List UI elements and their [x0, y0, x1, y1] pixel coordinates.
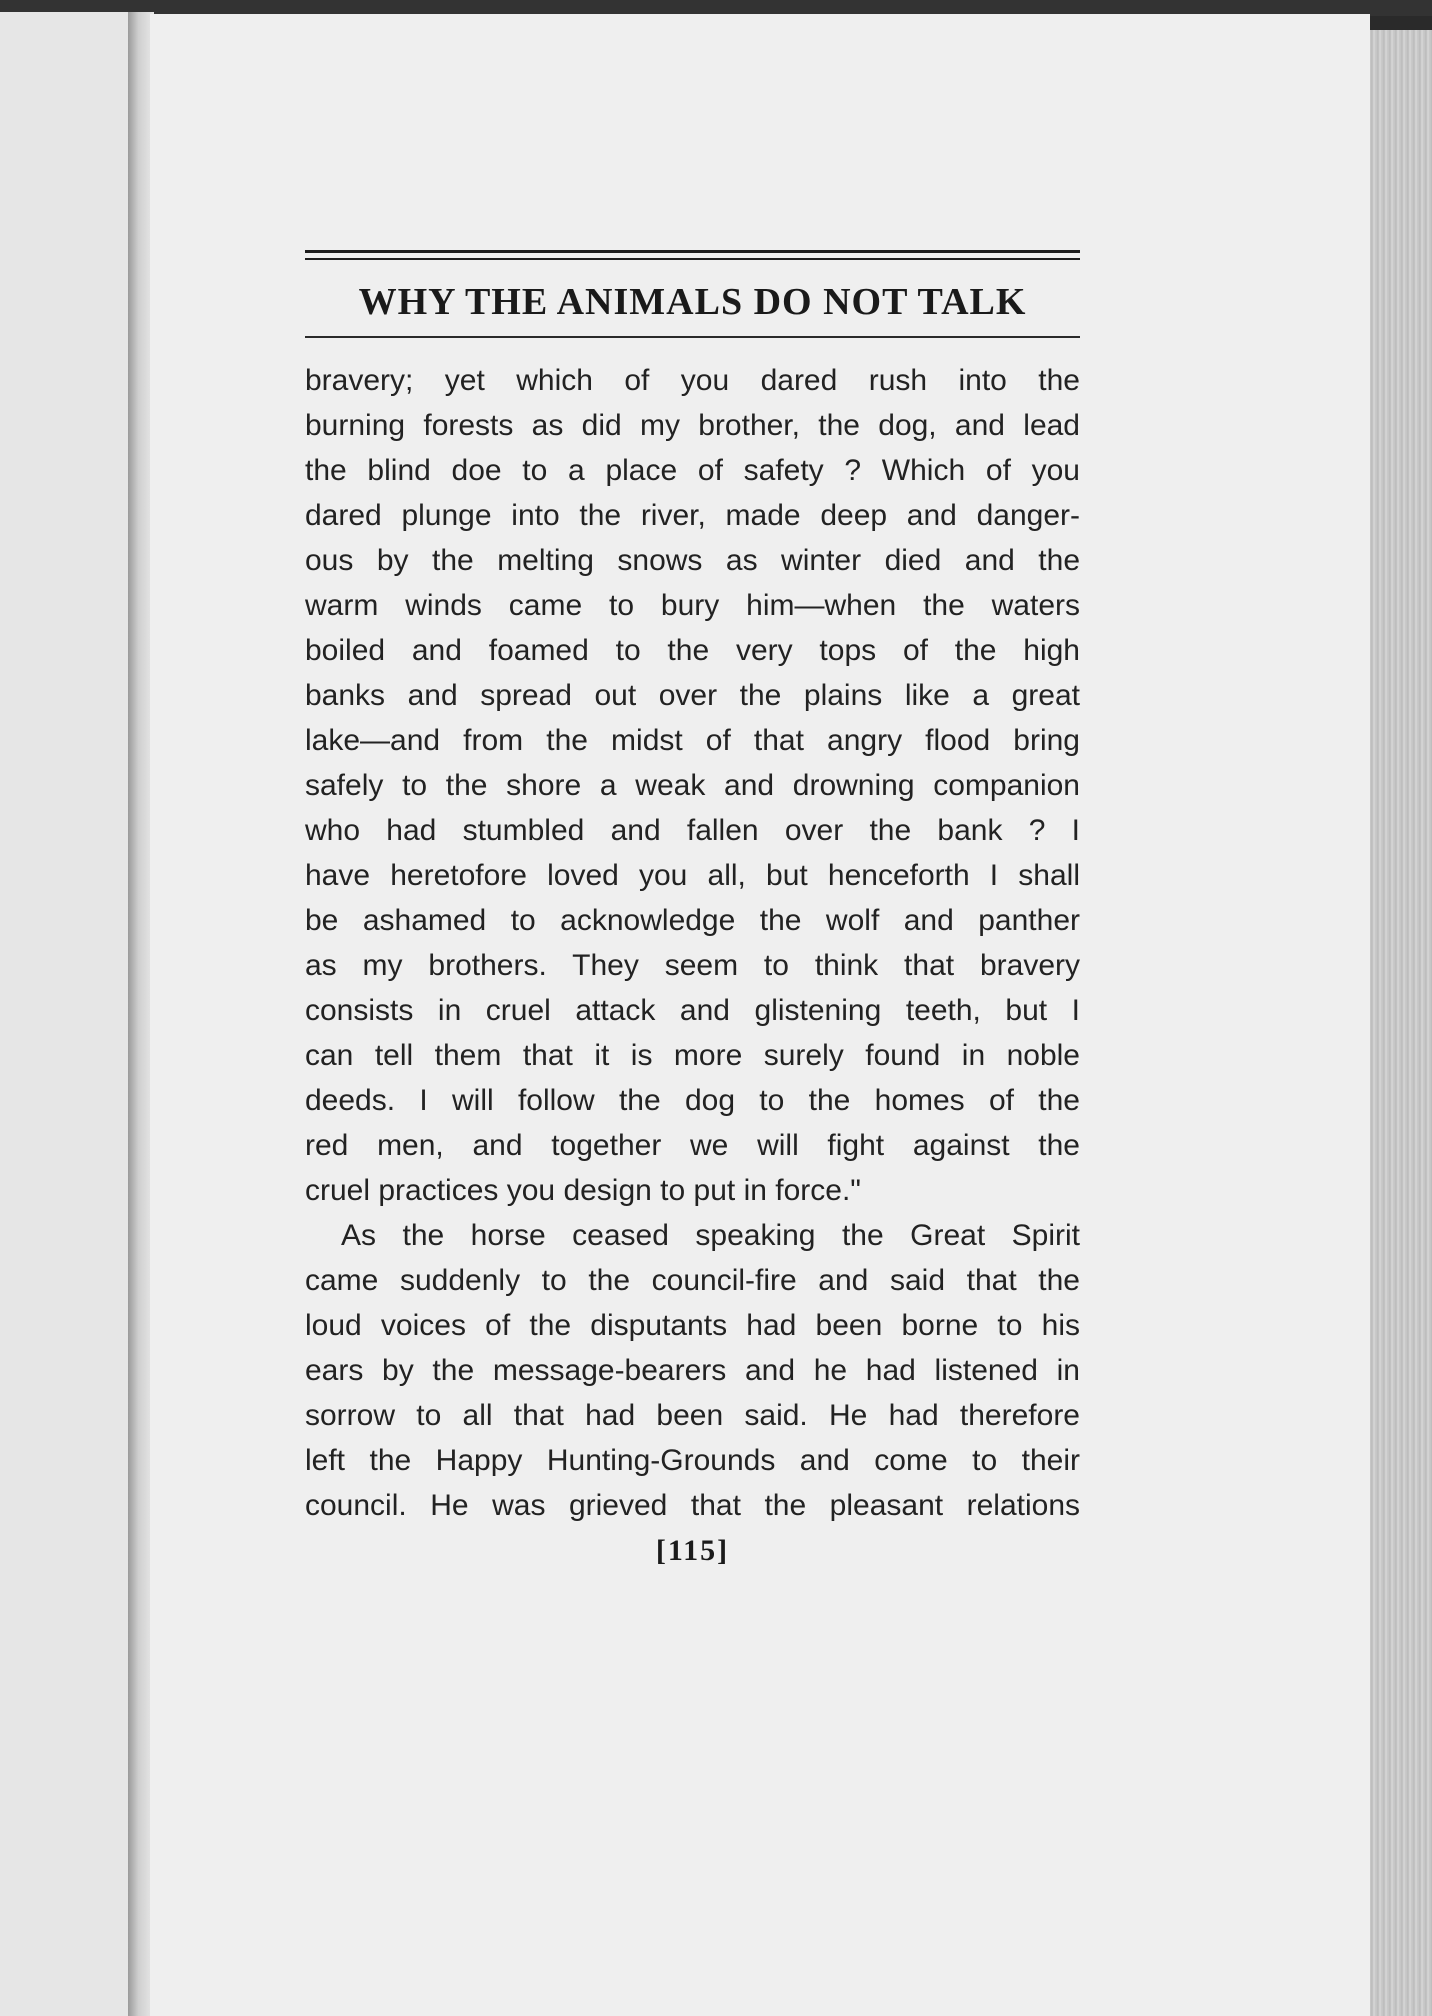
page-content — [305, 250, 1080, 1568]
text-line: loud voices of the disputants had been borne to his — [305, 1309, 1080, 1342]
text-line: the blind doe to a place of safety ? Which of you — [305, 454, 1080, 487]
text-line: who had stumbled and fallen over the bank ? I — [305, 814, 1080, 847]
text-line: ears by the message-bearers and he had listened in — [305, 1354, 1080, 1387]
body-text — [305, 358, 1080, 1528]
header-rule-bottom — [305, 336, 1080, 338]
text-line: have heretofore loved you all, but henceforth I shall — [305, 859, 1080, 892]
text-line: burning forests as did my brother, the dog, and lead — [305, 409, 1080, 442]
text-line: cruel practices you design to put in force." — [305, 1174, 861, 1207]
text-line: red men, and together we will fight against the — [305, 1129, 1080, 1162]
text-line: As the horse ceased speaking the Great Spirit — [341, 1219, 1080, 1252]
text-line: came suddenly to the council-fire and said that the — [305, 1264, 1080, 1297]
paragraph-2 — [305, 1213, 1080, 1528]
text-line: dared plunge into the river, made deep and danger- — [305, 499, 1080, 532]
facing-page-edge — [0, 12, 130, 2016]
text-line: ous by the melting snows as winter died and the — [305, 544, 1080, 577]
text-line: can tell them that it is more surely found in noble — [305, 1039, 1080, 1072]
paragraph-1 — [305, 358, 1080, 1213]
text-line: lake—and from the midst of that angry flood bring — [305, 724, 1080, 757]
text-line: sorrow to all that had been said. He had therefore — [305, 1399, 1080, 1432]
text-line: bravery; yet which of you dared rush into the — [305, 364, 1080, 397]
text-line: council. He was grieved that the pleasant relations — [305, 1489, 1080, 1522]
text-line: banks and spread out over the plains like a great — [305, 679, 1080, 712]
text-line: consists in cruel attack and glistening teeth, but I — [305, 994, 1080, 1027]
text-line: as my brothers. They seem to think that bravery — [305, 949, 1080, 982]
text-line: deeds. I will follow the dog to the homes of the — [305, 1084, 1080, 1117]
text-line: warm winds came to bury him—when the waters — [305, 589, 1080, 622]
text-line: boiled and foamed to the very tops of the high — [305, 634, 1080, 667]
text-line: be ashamed to acknowledge the wolf and panther — [305, 904, 1080, 937]
text-line: left the Happy Hunting-Grounds and come to their — [305, 1444, 1080, 1477]
page-number: [115] — [655, 1534, 730, 1567]
running-head: WHY THE ANIMALS DO NOT TALK — [358, 281, 1027, 323]
header-rule-top — [305, 250, 1080, 253]
text-line: safely to the shore a weak and drowning companion — [305, 769, 1080, 802]
page-stack-edge — [1370, 30, 1432, 2016]
